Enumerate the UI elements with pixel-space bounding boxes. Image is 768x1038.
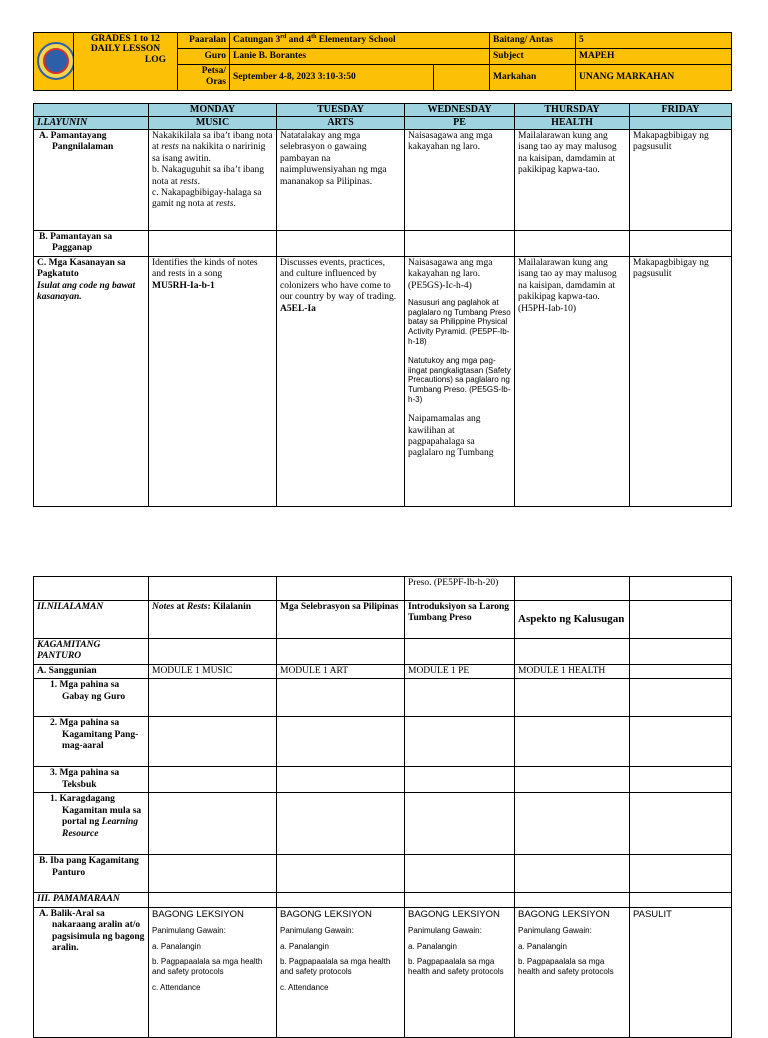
- c-thursday: Mailalarawan kung ang isang tao ay may malusog na kaisipan, damdamin at pakikipag kapwa-tao. (H5PH-Iab-10): [515, 257, 630, 507]
- pasulit: PASULIT: [633, 908, 672, 920]
- module-music: MODULE 1 MUSIC: [149, 665, 277, 679]
- r6-c2: [277, 893, 405, 907]
- r5-c5: [630, 855, 732, 893]
- r5-c3: [405, 855, 515, 893]
- lesson-table-page-1: [33, 103, 732, 507]
- paalala-wed: b. Pagpapaalala sa mga health and safety protocols: [408, 957, 504, 976]
- a-friday: Makapagbibigay ng pagsusulit: [630, 130, 732, 231]
- module-pe: MODULE 1 PE: [405, 665, 515, 679]
- kag-friday: [630, 639, 732, 665]
- title-line-1: GRADES 1 to 12: [91, 34, 160, 44]
- paalala-thu: b. Pagpapaalala sa mga health and safety protocols: [518, 957, 614, 976]
- r4-c3: [405, 793, 515, 855]
- c-wed-1: Naisasagawa ang mga kakayahan ng laro. (PE5GS)-Ic-h-4): [408, 258, 493, 291]
- panalangin-tue: a. Panalangin: [280, 941, 329, 951]
- subject-music: MUSIC: [149, 117, 277, 130]
- c-wed-2: Nasusuri ang paglahok at paglalaro ng Tumbang Preso batay sa Philippine Physical Activity Pyramid. (PE5PF-Ib-h-18): [408, 298, 511, 346]
- r1-c1: [149, 679, 277, 717]
- a-wednesday: Naisasagawa ang mga kakayahan ng laro.: [405, 130, 515, 231]
- r3-c4: [515, 767, 630, 793]
- guro-value: Lanie B. Borantes: [230, 49, 490, 65]
- balik-monday: [149, 907, 277, 1037]
- r5-c1: [149, 855, 277, 893]
- title-line-3: LOG: [144, 54, 166, 65]
- nil-tuesday: Mga Selebrasyon sa Pilipinas: [277, 601, 405, 639]
- bagong-leksiyon-thu: BAGONG LEKSIYON: [518, 908, 610, 920]
- c-tuesday: [277, 257, 405, 507]
- r3-c3: [405, 767, 515, 793]
- bagong-leksiyon-mon: BAGONG LEKSIYON: [152, 908, 244, 920]
- c-monday-text: Identifies the kinds of notes and rests in a song: [152, 258, 258, 280]
- karagdagang-kagamitan-label: 1. Karagdagang Kagamitan mula sa portal ng Learning Resource: [34, 793, 149, 855]
- b-friday: [630, 231, 732, 257]
- kag-wednesday: [405, 639, 515, 665]
- r6-c5: [630, 893, 732, 907]
- corner-cell: [34, 104, 149, 117]
- petsa-empty: [434, 65, 490, 91]
- markahan-value: UNANG MARKAHAN: [576, 65, 732, 91]
- panalangin-wed: a. Panalangin: [408, 941, 457, 951]
- c-monday: [149, 257, 277, 507]
- a-monday: Nakakikilala sa iba’t ibang nota at rests na nakikita o naririnig sa isang awitin. b. Nakaguguhit sa iba’t ibang nota at rests. c. Nakapagbibigay-halaga sa gamit ng nota at rests.: [149, 130, 277, 231]
- r4-c4: [515, 793, 630, 855]
- attendance-tue: c. Attendance: [280, 982, 329, 992]
- r6-c3: [405, 893, 515, 907]
- subject-value: MAPEH: [576, 49, 732, 65]
- kagamitang-mag-aaral-label: 2. Mga pahina sa Kagamitang Pang-mag-aaral: [34, 717, 149, 767]
- pamantayang-pangnilalaman-label: A. Pamantayang Pangnilalaman: [34, 130, 149, 231]
- pamamaraan-label: III. PAMAMARAAN: [34, 893, 149, 907]
- balik-friday: [630, 907, 732, 1037]
- paalala-tue: b. Pagpapaalala sa mga health and safety protocols: [280, 957, 391, 976]
- r1-c3: [405, 679, 515, 717]
- subject-label: Subject: [490, 49, 576, 65]
- r1-c4: [515, 679, 630, 717]
- title-line-2: DAILY LESSON: [90, 44, 161, 55]
- r4-c1: [149, 793, 277, 855]
- c-wednesday: [405, 257, 515, 507]
- panimula-mon: Panimulang Gawain:: [152, 926, 226, 936]
- sanggunian-label: A. Sanggunian: [34, 665, 149, 679]
- panalangin-mon: a. Panalangin: [152, 941, 201, 951]
- petsa-label: Petsa/ Oras: [178, 65, 230, 91]
- panimula-thu: Panimulang Gawain:: [518, 926, 592, 936]
- day-friday: FRIDAY: [630, 104, 732, 117]
- r2-c2: [277, 717, 405, 767]
- c-tuesday-text: Discusses events, practices, and culture influenced by colonizers who have come to our country by way of trading.: [280, 258, 397, 303]
- r1-c2: [277, 679, 405, 717]
- deped-seal: [34, 33, 74, 91]
- baitang-label: Baitang/ Antas: [490, 33, 576, 49]
- r4-c2: [277, 793, 405, 855]
- balik-aral-label: A. Balik-Aral sa nakaraang aralin at/o pagsisimula ng bagong aralin.: [34, 907, 149, 1037]
- bagong-leksiyon-tue: BAGONG LEKSIYON: [280, 908, 372, 920]
- b-tuesday: [277, 231, 405, 257]
- b-monday: [149, 231, 277, 257]
- paaralan-label: Paaralan: [178, 33, 230, 49]
- subject-health: HEALTH: [515, 117, 630, 130]
- c-friday: Makapagbibigay ng pagsusulit: [630, 257, 732, 507]
- b-thursday: [515, 231, 630, 257]
- lesson-table-page-2: [33, 576, 732, 1038]
- petsa-value: September 4-8, 2023 3:10-3:50: [230, 65, 434, 91]
- nilalaman-label: II.NILALAMAN: [34, 601, 149, 639]
- kagamitan-label: KAGAMITANG PANTURO: [34, 639, 149, 665]
- kasanayan-label-cell: [34, 257, 149, 507]
- r3-c2: [277, 767, 405, 793]
- kasanayan-note: Isulat ang code ng bawat kasanayan.: [37, 280, 136, 303]
- r2-c5: [630, 717, 732, 767]
- r2-c3: [405, 717, 515, 767]
- cont-monday: [149, 577, 277, 601]
- a-thursday: Mailalarawan kung ang isang tao ay may malusog na kaisipan, damdamin at pakikipag kapwa-tao.: [515, 130, 630, 231]
- guro-label: Guro: [178, 49, 230, 65]
- cont-thursday: [515, 577, 630, 601]
- nil-friday: [630, 601, 732, 639]
- module-art: MODULE 1 ART: [277, 665, 405, 679]
- subject-friday: [630, 117, 732, 130]
- attendance-mon: c. Attendance: [152, 982, 201, 992]
- balik-wednesday: [405, 907, 515, 1037]
- markahan-label: Markahan: [490, 65, 576, 91]
- subject-arts: ARTS: [277, 117, 405, 130]
- paaralan-value: Catungan 3rd and 4th Elementary School: [230, 33, 490, 49]
- cont-wednesday: Preso. (PE5PF-Ib-h-20): [405, 577, 515, 601]
- teksbuk-label: 3. Mga pahina sa Teksbuk: [34, 767, 149, 793]
- day-tuesday: TUESDAY: [277, 104, 405, 117]
- subject-pe: PE: [405, 117, 515, 130]
- nil-wednesday: Introduksiyon sa Larong Tumbang Preso: [405, 601, 515, 639]
- bagong-leksiyon-wed: BAGONG LEKSIYON: [408, 908, 500, 920]
- layunin-label: I.LAYUNIN: [34, 117, 149, 130]
- cont-label: [34, 577, 149, 601]
- r5-c2: [277, 855, 405, 893]
- day-thursday: THURSDAY: [515, 104, 630, 117]
- header-table: [33, 32, 732, 91]
- iba-pang-kagamitan-label: B. Iba pang Kagamitang Panturo: [34, 855, 149, 893]
- baitang-value: 5: [576, 33, 732, 49]
- kag-monday: [149, 639, 277, 665]
- panimula-wed: Panimulang Gawain:: [408, 926, 482, 936]
- c-monday-code: MU5RH-Ia-b-1: [152, 280, 215, 291]
- b-wednesday: [405, 231, 515, 257]
- log-title: [74, 33, 178, 91]
- c-tuesday-code: A5EL-Ia: [280, 303, 316, 314]
- balik-tuesday: [277, 907, 405, 1037]
- r1-c5: [630, 679, 732, 717]
- r3-c1: [149, 767, 277, 793]
- day-monday: MONDAY: [149, 104, 277, 117]
- r5-c4: [515, 855, 630, 893]
- nil-thursday: Aspekto ng Kalusugan: [515, 601, 630, 639]
- gabay-guro-label: 1. Mga pahina sa Gabay ng Guro: [34, 679, 149, 717]
- c-wed-4: Naipamamalas ang kawilihan at pagpapahalaga sa paglalaro ng Tumbang: [408, 414, 494, 459]
- cont-friday: [630, 577, 732, 601]
- r3-c5: [630, 767, 732, 793]
- r4-c5: [630, 793, 732, 855]
- panimula-tue: Panimulang Gawain:: [280, 926, 354, 936]
- day-wednesday: WEDNESDAY: [405, 104, 515, 117]
- panalangin-thu: a. Panalangin: [518, 941, 567, 951]
- module-friday: [630, 665, 732, 679]
- r2-c4: [515, 717, 630, 767]
- kasanayan-label: C. Mga Kasanayan sa Pagkatuto: [37, 258, 126, 280]
- a-tuesday: Natatalakay ang mga selebrasyon o gawaing pambayan na naimpluwensiyahan ng mga mananakop sa Pilipinas.: [277, 130, 405, 231]
- kag-thursday: [515, 639, 630, 665]
- balik-thursday: [515, 907, 630, 1037]
- module-health: MODULE 1 HEALTH: [515, 665, 630, 679]
- pamantayan-sa-pagganap-label: B. Pamantayan sa Pagganap: [34, 231, 149, 257]
- r6-c4: [515, 893, 630, 907]
- paalala-mon: b. Pagpapaalala sa mga health and safety protocols: [152, 957, 263, 976]
- kag-tuesday: [277, 639, 405, 665]
- cont-tuesday: [277, 577, 405, 601]
- r6-c1: [149, 893, 277, 907]
- c-wed-3: Natutukoy ang mga pag-iingat pangkaligtasan (Safety Precautions) sa paglalaro ng Tumbang Preso. (PE5GS-Ib-h-3): [408, 356, 511, 404]
- r2-c1: [149, 717, 277, 767]
- nil-monday: Notes at Rests: Kilalanin: [149, 601, 277, 639]
